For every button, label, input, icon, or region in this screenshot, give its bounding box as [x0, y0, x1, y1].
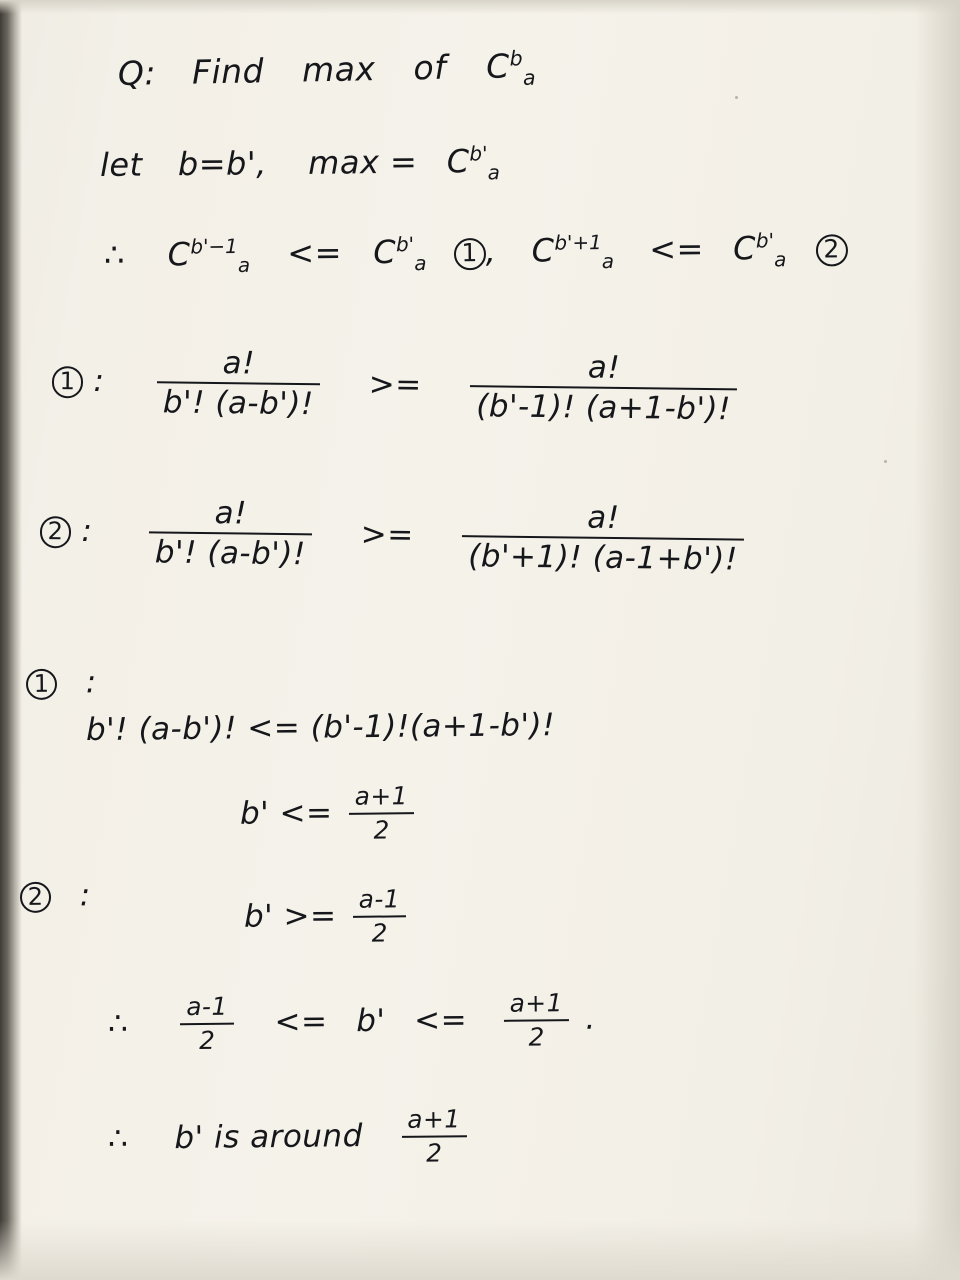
denominator-2: 2 [426, 1138, 443, 1168]
circled-two-derivation-label: 2 [20, 882, 51, 913]
binomial-superscript-b: b [509, 46, 523, 71]
line-derive1-label [26, 664, 97, 701]
line-question [118, 46, 536, 98]
numerator-a-factorial: a! [470, 350, 737, 391]
bprime-greater-equal: b' >= [243, 897, 337, 935]
denominator-bprime-minus-1-fact: (b'-1)! (a+1-b')! [475, 388, 732, 428]
paper-speck [735, 96, 738, 99]
page-bottom-shadow [0, 1220, 960, 1280]
less-equal-2: <= [649, 229, 705, 269]
denominator-2: 2 [373, 815, 390, 845]
less-equal-left: <= [274, 1003, 328, 1041]
colon-eq1: : [93, 362, 105, 400]
find-word: Find [191, 51, 265, 92]
therefore-symbol: ∴ [107, 1120, 128, 1157]
exponent-bprime: b' [395, 233, 415, 257]
greater-equal-eq1: >= [368, 366, 422, 403]
line-eq1 [52, 345, 744, 427]
line-conditions [104, 228, 848, 278]
line-derive1b [240, 783, 421, 845]
max-equals: max = [307, 142, 418, 182]
fraction-eq1-left [157, 346, 321, 422]
page-right-shadow [914, 0, 960, 1280]
numerator-a-factorial: a! [157, 346, 320, 385]
denominator-bprime-fact: b'! (a-b')! [154, 534, 307, 573]
binomial-C: C [531, 231, 555, 270]
derive1a-expression: b'! (a-b')! <= (b'-1)!(a+1-b')! [85, 707, 556, 748]
less-equal-right: <= [413, 1002, 468, 1039]
line-conclusion1 [108, 990, 596, 1056]
binomial-C: C [485, 46, 511, 86]
fraction-eq2-right [462, 500, 744, 577]
denominator-2: 2 [199, 1025, 216, 1055]
line-derive1a [86, 707, 555, 748]
page-top-shadow [0, 0, 960, 14]
circled-one-derivation-label: 1 [26, 669, 57, 700]
denominator-bprime-plus-1-fact: (b'+1)! (a-1+b')! [467, 538, 738, 578]
circled-one-label: 1 [52, 366, 83, 397]
fraction-a-plus-1-over-2 [401, 1106, 467, 1167]
binomial-subscript-a: a [774, 248, 787, 272]
line-conclusion2 [108, 1106, 473, 1170]
binomial-subscript-a: a [487, 161, 501, 185]
fraction-a-minus-1-over-2 [353, 886, 407, 947]
colon-eq2: : [81, 512, 93, 550]
b-equals-bprime: b=b', [177, 144, 268, 184]
paper-speck [884, 460, 887, 463]
bprime-is-around-text: b' is around [174, 1118, 363, 1157]
denominator-2: 2 [371, 918, 389, 948]
less-equal-1: <= [287, 233, 343, 273]
binomial-subscript-a: a [414, 252, 427, 276]
binomial-subscript-a: a [601, 250, 615, 274]
therefore-symbol: ∴ [103, 235, 125, 274]
colon-derive2: : [79, 877, 91, 914]
numerator-a-plus-1: a+1 [401, 1106, 467, 1137]
binomial-C: C [446, 142, 470, 181]
colon-derive1: : [85, 664, 97, 701]
therefore-symbol: ∴ [107, 1005, 128, 1042]
binomial-C: C [732, 229, 757, 268]
fraction-eq2-left [149, 496, 313, 572]
of-word: of [413, 47, 447, 88]
circled-one-marker: 1 [454, 238, 486, 270]
q-label: Q: [117, 53, 157, 93]
line-derive2a [244, 886, 413, 948]
numerator-a-plus-1: a+1 [504, 990, 570, 1021]
max-word: max [301, 49, 376, 90]
exponent-bprime-plus-1: b'+1 [554, 231, 602, 255]
period-mark: . [585, 1000, 596, 1037]
denominator-2: 2 [528, 1022, 545, 1052]
page-left-edge-shadow [0, 0, 22, 1280]
circled-two-label: 2 [40, 516, 71, 547]
fraction-a-minus-1-over-2 [180, 991, 234, 1055]
line-derive2-label [20, 877, 91, 914]
exponent-bprime-minus-1: b'−1 [190, 234, 238, 259]
comma-1: , [485, 231, 497, 271]
bprime-less-equal: b' <= [239, 794, 333, 832]
denominator-bprime-fact: b'! (a-b')! [162, 384, 315, 423]
line-let [100, 142, 500, 189]
fraction-eq1-right [470, 350, 738, 427]
exponent-bprime: b' [755, 229, 775, 253]
bprime-middle: b' [356, 1002, 386, 1040]
binomial-C: C [373, 232, 397, 272]
binomial-C: C [167, 235, 191, 274]
numerator-a-factorial: a! [462, 500, 744, 541]
numerator-a-plus-1: a+1 [349, 783, 415, 814]
binomial-subscript-a: a [237, 253, 251, 277]
binomial-subscript-a: a [522, 65, 536, 90]
numerator-a-minus-1: a-1 [353, 886, 407, 917]
numerator-a-factorial: a! [149, 496, 312, 535]
fraction-a-plus-1-over-2 [504, 990, 570, 1051]
numerator-a-minus-1: a-1 [180, 994, 234, 1025]
line-eq2 [40, 495, 751, 578]
greater-equal-eq2: >= [360, 516, 414, 554]
binomial-superscript-bprime: b' [469, 142, 488, 166]
fraction-a-plus-1-over-2 [349, 783, 415, 844]
let-word: let [99, 145, 143, 184]
circled-two-marker: 2 [815, 234, 847, 266]
